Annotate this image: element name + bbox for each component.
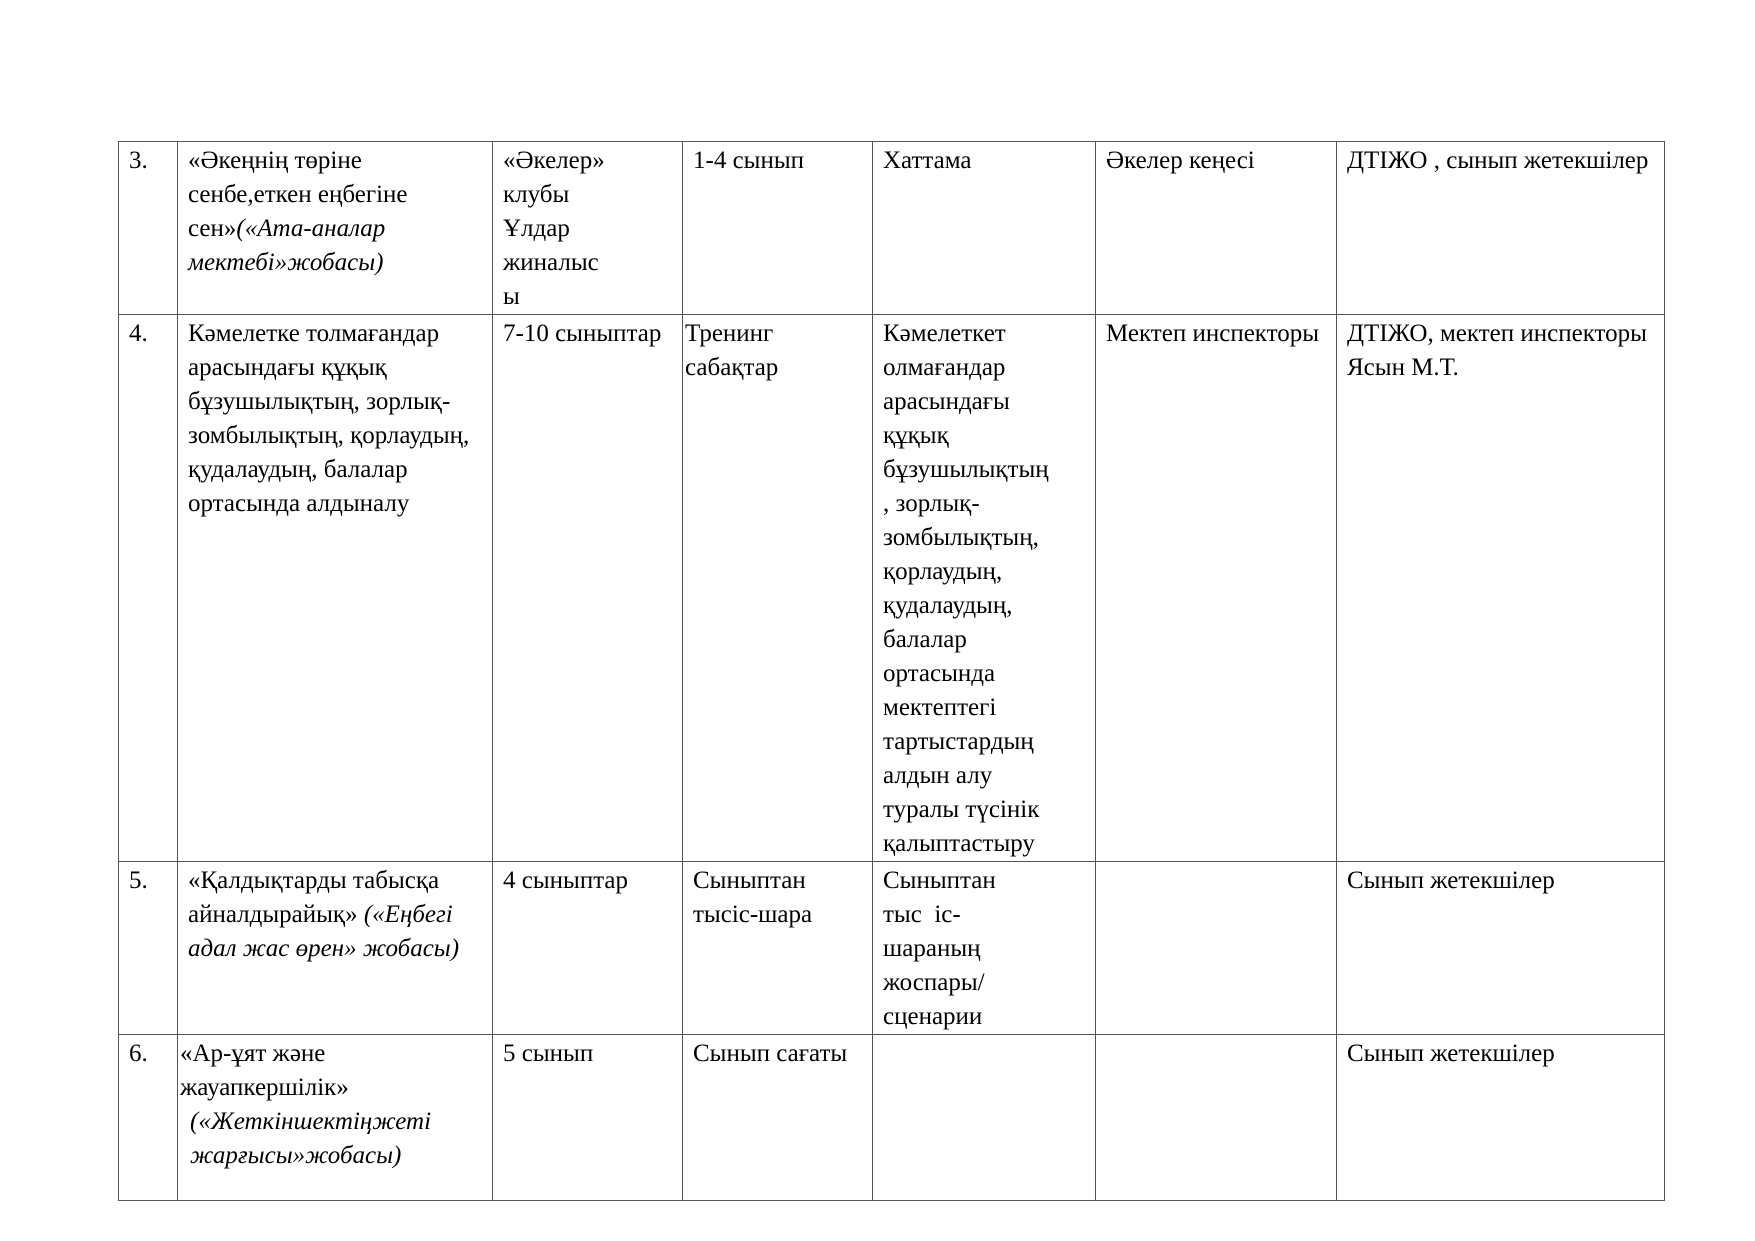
result-line: қалыптастыру	[883, 830, 1035, 857]
result-line: ортасында	[883, 660, 996, 687]
form-cell	[493, 142, 683, 315]
event-title: «Ар-ұят және жауапкершілік»	[180, 1040, 349, 1101]
result-line: мектептегі	[883, 694, 997, 721]
result-line: қорлаудың,	[883, 558, 1003, 585]
result-line: қудалаудың,	[883, 592, 1013, 619]
result-line: тартыстардың	[883, 728, 1034, 755]
responsible: ДТІЖО, мектеп инспекторы Ясын М.Т.	[1347, 320, 1647, 381]
table-row	[119, 862, 1665, 1035]
plan-table	[118, 141, 1665, 1201]
result-line: тыс іс-	[883, 901, 961, 928]
table-row	[119, 142, 1665, 315]
event-title: «Қалдықтарды табысқа айналдырайық»	[188, 867, 440, 928]
event-title-cell	[178, 862, 493, 1035]
where-cell	[1096, 315, 1337, 862]
row-number: 5.	[129, 867, 148, 894]
audience: 1-4 сынып	[693, 147, 805, 174]
event-title: «Әкеңнің төріне сенбе,еткен еңбегіне сен»	[188, 147, 408, 242]
form: Сынып сағаты	[693, 1040, 848, 1067]
event-project: («Жеткіншектіңжеті жарғысы»жобасы)	[190, 1108, 432, 1169]
row-number: 3.	[129, 147, 148, 174]
where: Мектеп инспекторы	[1106, 320, 1320, 347]
result-line: , зорлық-	[883, 490, 980, 517]
row-number: 6.	[129, 1040, 148, 1067]
result-line: олмағандар	[883, 354, 1006, 381]
form-cell	[683, 315, 873, 862]
where-cell	[1096, 1035, 1337, 1201]
where-cell	[1096, 142, 1337, 315]
result-cell	[873, 862, 1096, 1035]
where: Әкелер кеңесі	[1106, 147, 1255, 174]
event-project: («Еңбегі адал жас өрен» жобасы)	[188, 901, 460, 962]
result-line: Кәмелеткет	[883, 320, 1006, 347]
responsible-cell	[1337, 1035, 1665, 1201]
event-title-cell	[178, 315, 493, 862]
responsible: ДТІЖО , сынып жетекшілер	[1347, 147, 1649, 174]
event-title: Кәмелетке толмағандар арасындағы құқық бұзушылықтың, зорлық-зомбылықтың, қорлаудың, қудалаудың, балалар ортасында алдыналу	[188, 320, 470, 517]
where-cell	[1096, 862, 1337, 1035]
event-project: («Ата-аналар мектебі»жобасы)	[188, 215, 386, 276]
form-line: клубы	[503, 181, 570, 208]
event-title-cell	[178, 142, 493, 315]
result-cell	[873, 1035, 1096, 1201]
form-line: Ұлдар	[503, 215, 570, 242]
form-line: ы	[503, 283, 520, 310]
form-cell	[683, 1035, 873, 1201]
event-title-cell	[178, 1035, 493, 1201]
responsible-cell	[1337, 862, 1665, 1035]
result-line: шараның	[883, 935, 981, 962]
result-line: жоспары/	[883, 969, 985, 996]
responsible: Сынып жетекшілер	[1347, 1040, 1555, 1067]
result-line: туралы түсінік	[883, 796, 1040, 823]
form-line: «Әкелер»	[503, 147, 605, 174]
result-line: Сыныптан	[883, 867, 996, 894]
responsible-cell	[1337, 142, 1665, 315]
audience-cell	[493, 862, 683, 1035]
result-line: алдын алу	[883, 762, 993, 789]
responsible: Сынып жетекшілер	[1347, 867, 1555, 894]
row-number-cell	[119, 862, 178, 1035]
row-number-cell	[119, 142, 178, 315]
form-line: жиналыс	[503, 249, 599, 276]
result-cell	[873, 142, 1096, 315]
audience: 4 сыныптар	[503, 867, 629, 894]
result-line: сценарии	[883, 1003, 983, 1030]
audience-cell	[493, 315, 683, 862]
form: Сыныптан тысіс-шара	[693, 867, 813, 928]
form: Тренинг сабақтар	[685, 320, 779, 381]
result-line: балалар	[883, 626, 967, 653]
row-number: 4.	[129, 320, 148, 347]
table-row	[119, 315, 1665, 862]
result-line: арасындағы	[883, 388, 1010, 415]
responsible-cell	[1337, 315, 1665, 862]
audience-cell	[683, 142, 873, 315]
audience: 5 сынып	[503, 1040, 594, 1067]
audience-cell	[493, 1035, 683, 1201]
result-cell	[873, 315, 1096, 862]
result-line: зомбылықтың,	[883, 524, 1039, 551]
row-number-cell	[119, 315, 178, 862]
row-number-cell	[119, 1035, 178, 1201]
result-line: бұзушылықтың	[883, 456, 1049, 483]
audience: 7-10 сыныптар	[503, 320, 662, 347]
result-line: құқық	[883, 422, 949, 449]
table-row	[119, 1035, 1665, 1201]
form-cell	[683, 862, 873, 1035]
result: Хаттама	[883, 147, 972, 174]
